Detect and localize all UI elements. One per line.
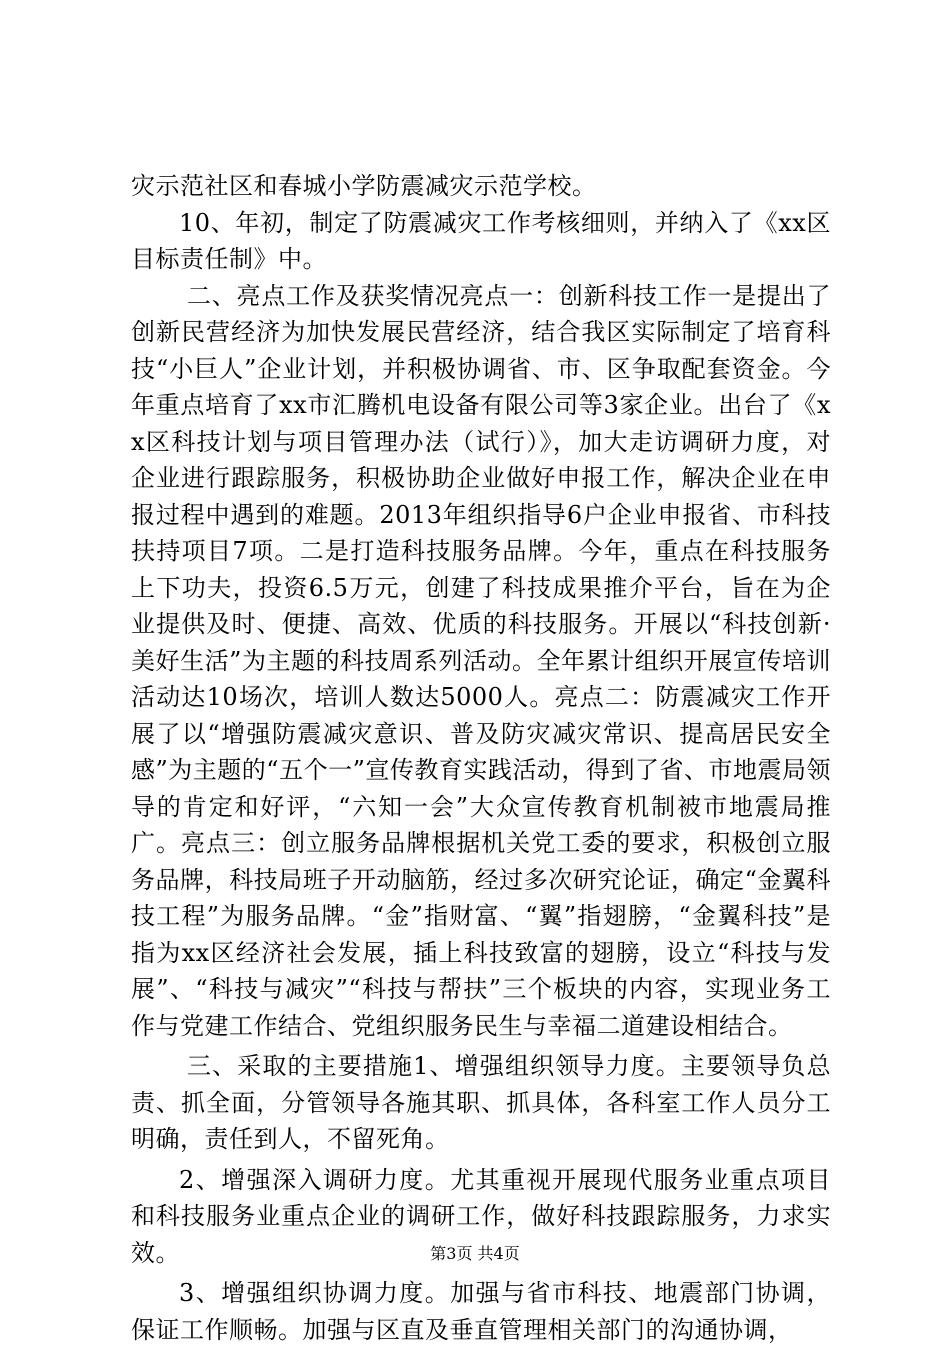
paragraph-measures-1: 三、采取的主要措施1、增强组织领导力度。主要领导负总责、抓全面，分管领导各施其职、抓具体，各科室工作人员分工明确，责任到人，不留死角。 [131, 1052, 831, 1153]
paragraph-measures-2: 2、增强深入调研力度。尤其重视开展现代服务业重点项目和科技服务业重点企业的调研工作，做好科技跟踪服务，力求实效。 [131, 1165, 831, 1267]
paragraph-measures-3: 3、增强组织协调力度。加强与省市科技、地震部门协调，保证工作顺畅。加强与区直及垂直管理相关部门的沟通协调， [131, 1279, 831, 1344]
paragraph-highlights: 二、亮点工作及获奖情况亮点一：创新科技工作一是提出了创新民营经济为加快发展民营经济，结合我区实际制定了培育科技“小巨人”企业计划，并积极协调省、市、区争取配套资金。今年重点培育了xx市汇腾机电设备有限公司等3家企业。出台了《xx区科技计划与项目管理办法（试行）》，加大走访调研力度，对企业进行跟踪服务，积极协助企业做好申报工作，解决企业在申报过程中遇到的难题。2013年组织指导6户企业申报省、市科技扶持项目7项。二是打造科技服务品牌。今年，重点在科技服务上下功夫，投资6.5万元，创建了科技成果推介平台，旨在为企业提供及时、便捷、高效、优质的科技服务。开展以“科技创新·美好生活”为主题的科技周系列活动。全年累计组织开展宣传培训活动达10场次，培训人数达5000人。亮点二：防震减灾工作开展了以“增强防震减灾意识、普及防灾减灾常识、提高居民安全感”为主题的“五个一”宣传教育实践活动，得到了省、市地震局领导的肯定和好评，“六知一会”大众宣传教育机制被市地震局推广。亮点三：创立服务品牌根据机关党工委的要求，积极创立服务品牌，科技局班子开动脑筋，经过多次研究论证，确定“金翼科技工程”为服务品牌。“金”指财富、“翼”指翅膀，“金翼科技”是指为xx区经济社会发展，插上科技致富的翅膀，设立“科技与发展”、“科技与减灾”“科技与帮扶”三个板块的内容，实现业务工作与党建工作结合、党组织服务民生与幸福二道建设相结合。 [131, 281, 831, 1040]
document-body [131, 168, 831, 1348]
paragraph-continuation: 灾示范社区和春城小学防震减灾示范学校。 [131, 172, 597, 200]
paragraph-item-10: 10、年初，制定了防震减灾工作考核细则，并纳入了《xx区目标责任制》中。 [131, 208, 831, 273]
page-footer: 第3页 共4页 [430, 1244, 520, 1263]
